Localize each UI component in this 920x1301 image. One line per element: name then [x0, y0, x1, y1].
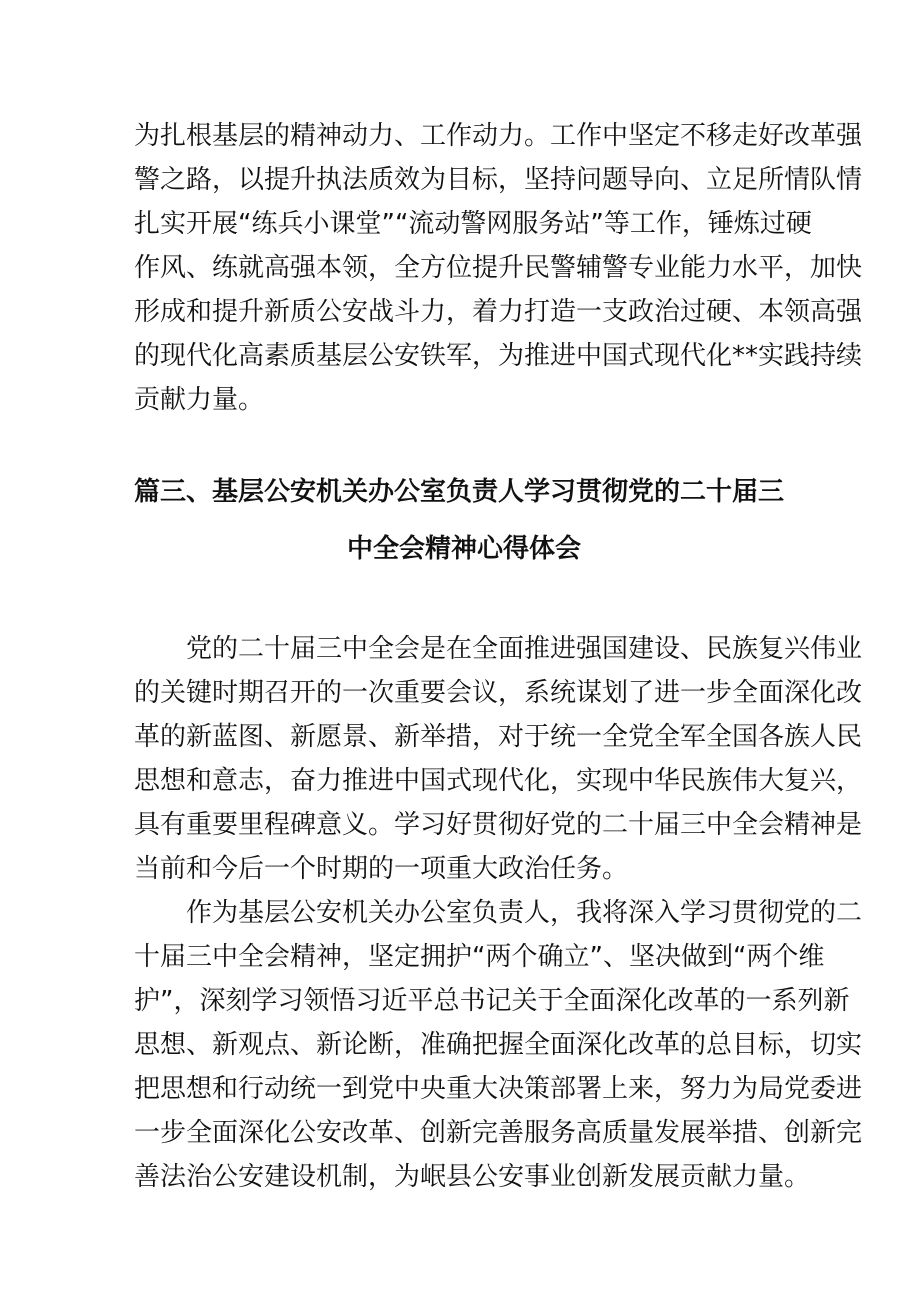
paragraph2-line-6: 一步全面深化公安改革、创新完善服务高质量发展举措、创新完 [134, 1118, 863, 1148]
carryover-line-6: 的现代化高素质基层公安铁军，为推进中国式现代化**实践持续 [134, 341, 863, 371]
section-heading-line-2: 中全会精神心得体会 [346, 534, 581, 564]
carryover-line-3: 扎实开展“练兵小课堂”“流动警网服务站”等工作，锤炼过硬 [134, 209, 812, 239]
paragraph2-line-7: 善法治公安建设机制，为岷县公安事业创新发展贡献力量。 [134, 1162, 811, 1192]
paragraph1-line-6: 当前和今后一个时期的一项重大政治任务。 [134, 854, 629, 884]
paragraph1-line-2: 的关键时期召开的一次重要会议，系统谋划了进一步全面深化改 [134, 678, 863, 708]
carryover-line-2: 警之路，以提升执法质效为目标，坚持问题导向、立足所情队情 [134, 165, 863, 195]
paragraph1-line-1: 党的二十届三中全会是在全面推进强国建设、民族复兴伟业 [186, 634, 863, 664]
paragraph2-line-4: 思想、新观点、新论断，准确把握全面深化改革的总目标，切实 [134, 1030, 863, 1060]
carryover-line-4: 作风、练就高强本领，全方位提升民警辅警专业能力水平，加快 [134, 253, 863, 283]
paragraph2-line-2: 十届三中全会精神，坚定拥护“两个确立”、坚决做到“两个维 [134, 942, 825, 972]
paragraph2-line-3: 护”，深刻学习领悟习近平总书记关于全面深化改革的一系列新 [134, 986, 850, 1016]
carryover-line-7: 贡献力量。 [134, 385, 265, 415]
carryover-line-5: 形成和提升新质公安战斗力，着力打造一支政治过硬、本领高强 [134, 297, 863, 327]
paragraph1-line-3: 革的新蓝图、新愿景、新举措，对于统一全党全军全国各族人民 [134, 722, 863, 752]
section-heading-line-1: 篇三、基层公安机关办公室负责人学习贯彻党的二十届三 [134, 477, 785, 507]
carryover-line-1: 为扎根基层的精神动力、工作动力。工作中坚定不移走好改革强 [134, 121, 863, 151]
paragraph1-line-4: 思想和意志，奋力推进中国式现代化，实现中华民族伟大复兴， [134, 766, 863, 796]
paragraph1-line-5: 具有重要里程碑意义。学习好贯彻好党的二十届三中全会精神是 [134, 810, 863, 840]
paragraph2-line-1: 作为基层公安机关办公室负责人，我将深入学习贯彻党的二 [186, 898, 863, 928]
paragraph2-line-5: 把思想和行动统一到党中央重大决策部署上来，努力为局党委进 [134, 1074, 863, 1104]
